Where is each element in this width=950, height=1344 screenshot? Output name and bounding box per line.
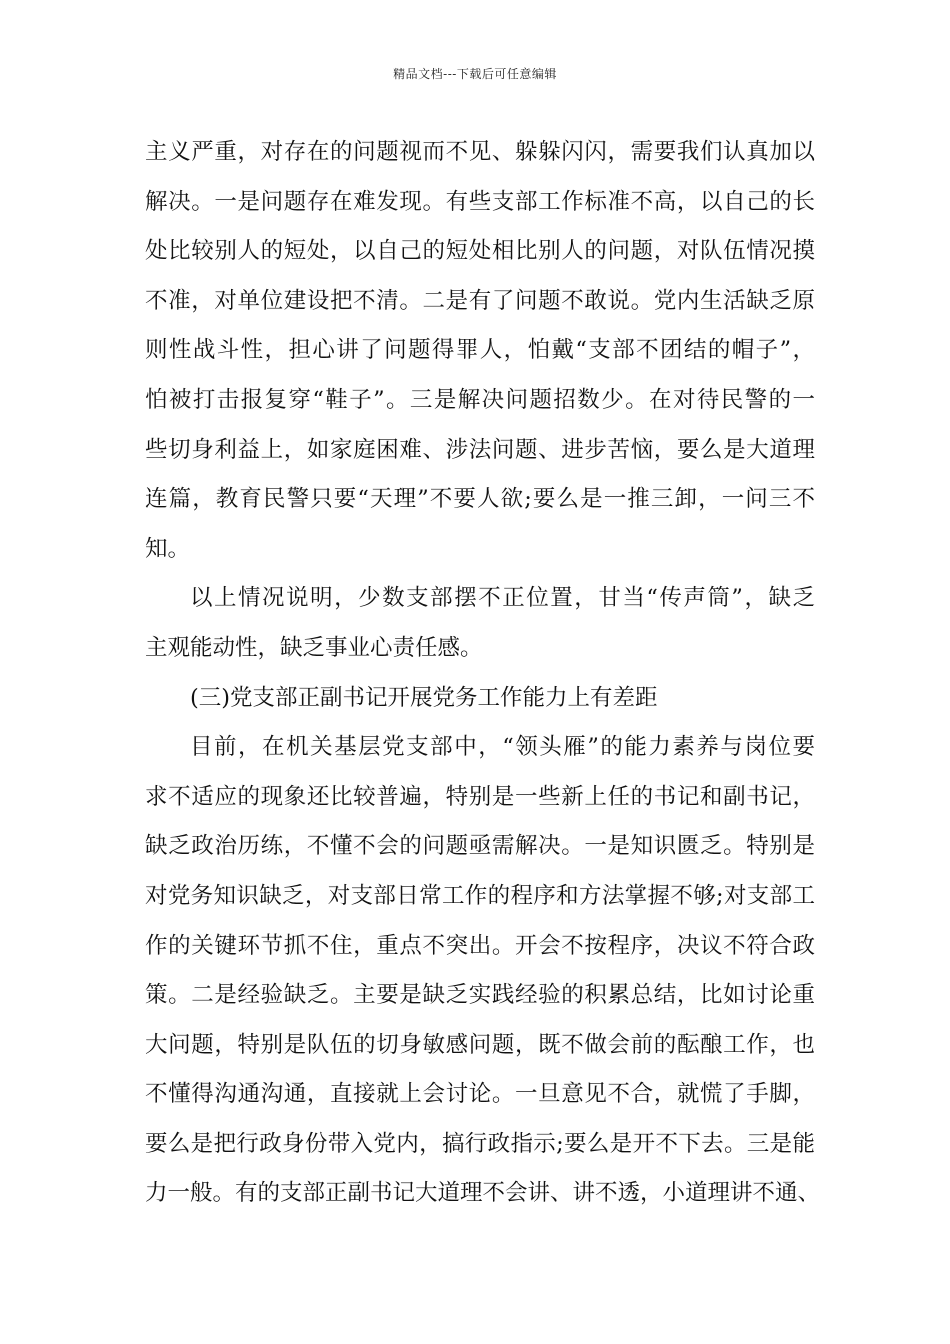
text-line: 对党务知识缺乏，对支部日常工作的程序和方法掌握不够;对支部工 <box>145 882 815 909</box>
text-line: 些切身利益上，如家庭困难、涉法问题、进步苦恼，要么是大道理 <box>145 436 815 463</box>
text-line: 则性战斗性，担心讲了问题得罪人，怕戴“支部不团结的帽子”， <box>145 337 815 364</box>
paragraph <box>145 723 821 1219</box>
text-line: 处比较别人的短处，以自己的短处相比别人的问题，对队伍情况摸 <box>145 238 815 265</box>
paragraph <box>145 128 815 574</box>
text-line: 主义严重，对存在的问题视而不见、躲躲闪闪，需要我们认真加以 <box>145 139 815 165</box>
section-heading <box>145 674 815 724</box>
text-line: 不准，对单位建设把不清。二是有了问题不敢说。党内生活缺乏原 <box>145 287 815 314</box>
text-line: 以上情况说明，少数支部摆不正位置，甘当“传声筒”，缺乏 <box>190 585 815 612</box>
document-body <box>145 128 821 1219</box>
text-line: 求不适应的现象还比较普遍，特别是一些新上任的书记和副书记， <box>145 783 815 810</box>
text-line: 知。 <box>145 535 191 562</box>
text-line: 目前，在机关基层党支部中，“领头雁”的能力素养与岗位要 <box>190 734 815 761</box>
heading-line: (三)党支部正副书记开展党务工作能力上有差距 <box>190 684 658 711</box>
text-line: 要么是把行政身份带入党内，搞行政指示;要么是开不下去。三是能 <box>145 1130 815 1157</box>
text-line: 大问题，特别是队伍的切身敏感问题，既不做会前的酝酿工作，也 <box>145 1031 815 1058</box>
text-line: 作的关键环节抓不住，重点不突出。开会不按程序，决议不符合政 <box>145 932 815 959</box>
text-line: 不懂得沟通沟通，直接就上会讨论。一旦意见不合，就慌了手脚， <box>145 1081 815 1108</box>
text-line: 连篇，教育民警只要“天理”不要人欲;要么是一推三卸，一问三不 <box>145 486 815 513</box>
text-line: 缺乏政治历练，不懂不会的问题亟需解决。一是知识匮乏。特别是 <box>145 833 815 860</box>
page-header: 精品文档---下载后可任意编辑 <box>393 67 557 81</box>
text-line: 解决。一是问题存在难发现。有些支部工作标准不高，以自己的长 <box>145 188 815 215</box>
text-line: 怕被打击报复穿“鞋子”。三是解决问题招数少。在对待民警的一 <box>145 386 815 413</box>
paragraph <box>145 574 815 673</box>
text-line: 力一般。有的支部正副书记大道理不会讲、讲不透，小道理讲不通、 <box>145 1180 821 1207</box>
text-line: 主观能动性，缺乏事业心责任感。 <box>145 634 483 661</box>
text-line: 策。二是经验缺乏。主要是缺乏实践经验的积累总结，比如讨论重 <box>145 982 815 1009</box>
